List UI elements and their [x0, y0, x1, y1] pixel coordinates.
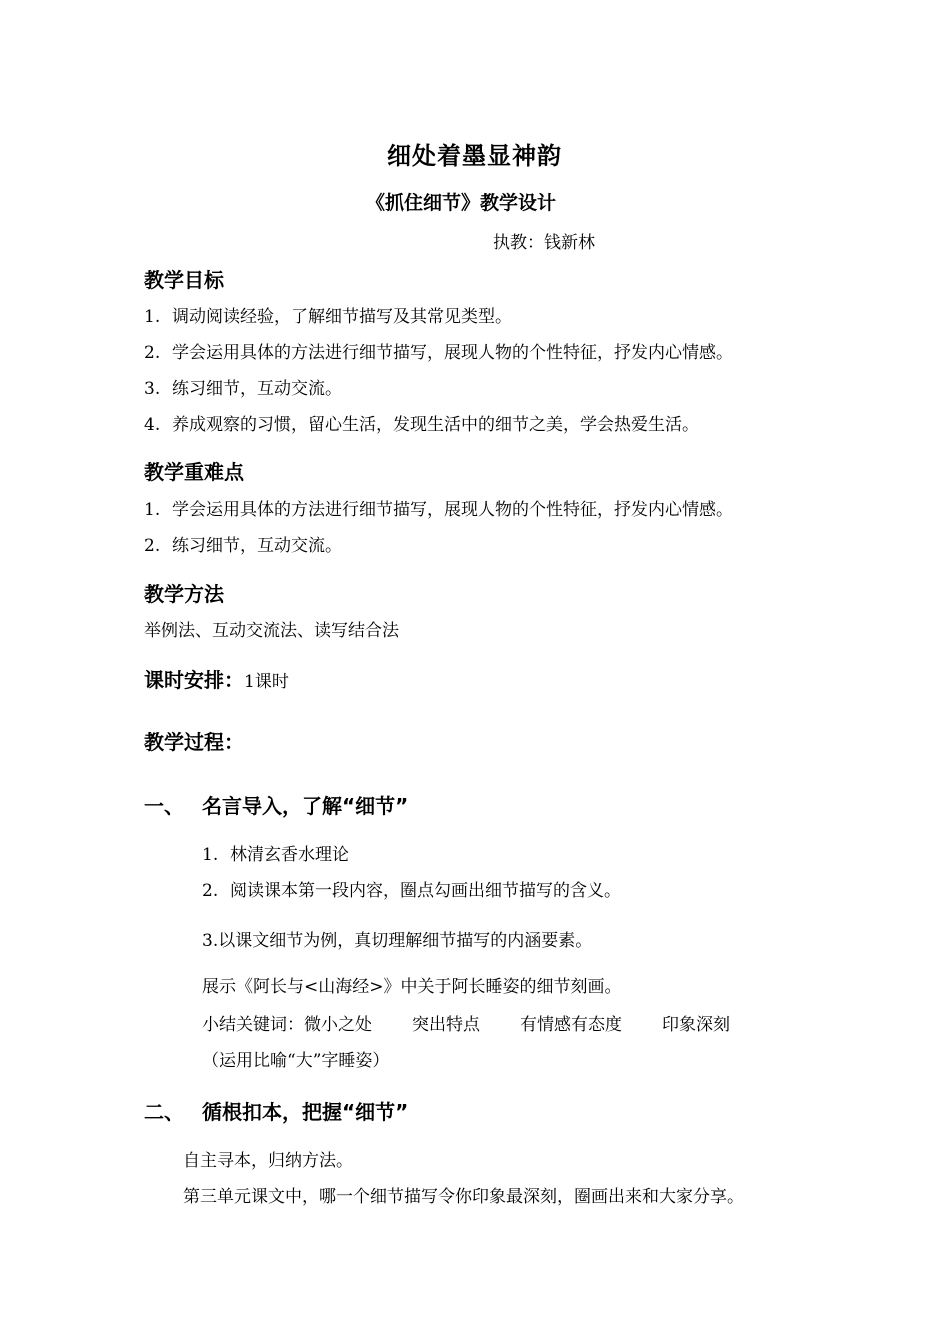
section-1-item-number: 1. [202, 845, 219, 865]
section-2-line-2: 第三单元课文中，哪一个细节描写令你印象最深刻，圈画出来和大家分享。 [183, 1187, 744, 1207]
section-2-number: 二、 [144, 1100, 184, 1124]
section-1-item [202, 840, 349, 865]
document-title: 细处着墨显神韵 [387, 141, 562, 170]
keyword: 印象深刻 [662, 1015, 730, 1035]
schedule-line [144, 664, 289, 693]
section-1-item [202, 876, 621, 901]
section-1-number: 一、 [144, 794, 184, 818]
author-line: 执教：钱新林 [493, 233, 595, 253]
methods-text: 举例法、互动交流法、读写结合法 [144, 621, 399, 641]
section-1-item-number: 2. [202, 881, 219, 901]
goal-text: 学会运用具体的方法进行细节描写，展现人物的个性特征，抒发内心情感。 [172, 343, 733, 363]
goal-item [144, 410, 699, 435]
keyword: 有情感有态度 [520, 1015, 622, 1035]
section-1-summary [202, 1010, 730, 1035]
key-point-number: 2. [144, 536, 161, 556]
keyword: 突出特点 [412, 1015, 480, 1035]
goal-number: 2. [144, 343, 161, 363]
keyword: 微小之处 [304, 1015, 372, 1035]
goal-item [144, 338, 733, 363]
section-2-line-1: 自主寻本，归纳方法。 [183, 1151, 353, 1171]
document-subtitle: 《抓住细节》教学设计 [366, 192, 557, 214]
section-1-note: （运用比喻“大”字睡姿） [202, 1051, 390, 1071]
summary-label: 小结关键词： [202, 1015, 304, 1035]
schedule-value: 1课时 [244, 672, 289, 692]
goal-number: 1. [144, 307, 161, 327]
section-1-heading [144, 790, 408, 819]
goals-heading: 教学目标 [144, 268, 224, 292]
key-points-heading: 教学重难点 [144, 460, 244, 484]
section-2-heading [144, 1096, 408, 1125]
section-1-item-3: 3.以课文细节为例，真切理解细节描写的内涵要素。 [202, 931, 593, 951]
goal-item [144, 302, 512, 327]
goal-item [144, 374, 342, 399]
key-point-item [144, 531, 342, 556]
goal-text: 调动阅读经验，了解细节描写及其常见类型。 [172, 307, 512, 327]
schedule-label: 课时安排： [144, 668, 244, 692]
goal-number: 3. [144, 379, 161, 399]
goal-number: 4. [144, 415, 161, 435]
methods-heading: 教学方法 [144, 582, 224, 606]
section-1-title: 名言导入，了解“细节” [202, 794, 409, 818]
section-1-item-text: 阅读课本第一段内容，圈点勾画出细节描写的含义。 [230, 881, 621, 901]
key-point-text: 练习细节，互动交流。 [172, 536, 342, 556]
section-1-example: 展示《阿长与<山海经>》中关于阿长睡姿的细节刻画。 [202, 977, 622, 997]
goal-text: 练习细节，互动交流。 [172, 379, 342, 399]
key-point-text: 学会运用具体的方法进行细节描写，展现人物的个性特征，抒发内心情感。 [172, 500, 733, 520]
process-heading: 教学过程： [144, 730, 244, 754]
section-2-title: 循根扣本，把握“细节” [202, 1100, 409, 1124]
goal-text: 养成观察的习惯，留心生活，发现生活中的细节之美，学会热爱生活。 [172, 415, 699, 435]
key-point-number: 1. [144, 500, 161, 520]
section-1-item-text: 林清玄香水理论 [230, 845, 349, 865]
key-point-item [144, 495, 733, 520]
